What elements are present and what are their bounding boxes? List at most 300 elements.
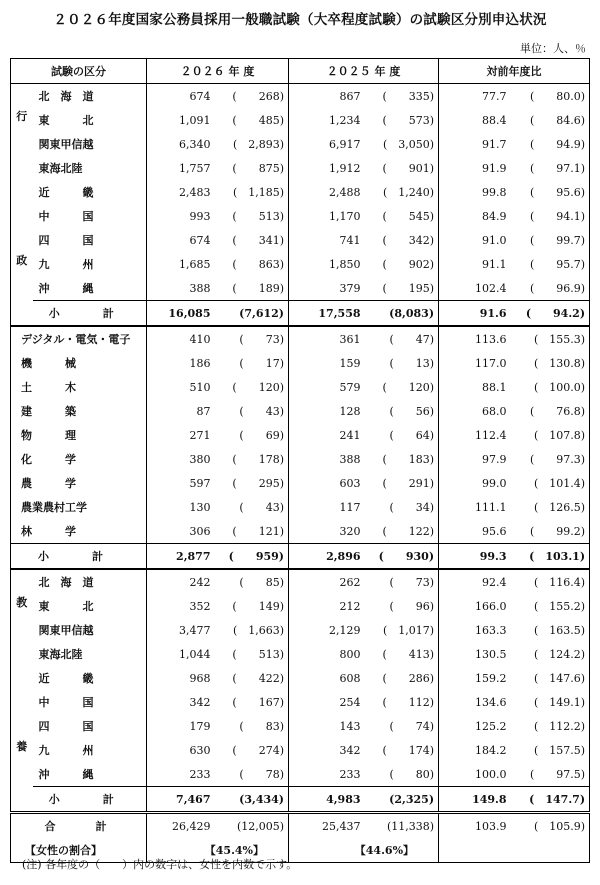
female-2026: ( 274): [217, 738, 289, 762]
group-label-cell: 教: [11, 594, 33, 618]
table-row: [11, 666, 590, 690]
female-ratio-label: 【女性の割合】: [11, 838, 147, 863]
row-label-text: 東 北: [38, 114, 94, 127]
value-2025: 800: [339, 647, 361, 661]
footnote: (注) 各年度の（ ）内の数字は、女性を内数で示す。: [22, 858, 298, 871]
value-2026: 1,757: [179, 161, 211, 175]
female-2025: ( 122): [367, 519, 439, 544]
subtotal-2026: 16,085: [147, 301, 217, 327]
ratio-value: 100.0: [475, 767, 507, 781]
female-2026: ( 189): [217, 276, 289, 301]
row-label-text: 物 理: [21, 429, 76, 442]
row-label: [33, 594, 147, 618]
ratio-female: ( 149.1): [513, 690, 590, 714]
table-row: [11, 84, 590, 109]
row-label: [33, 204, 147, 228]
value-2026: 306: [189, 524, 211, 538]
table-row: [11, 569, 590, 594]
group-label-cell: [11, 569, 33, 594]
row-label: [33, 666, 147, 690]
table-row: [11, 132, 590, 156]
value-2025: 212: [339, 599, 361, 613]
ratio-female: ( 97.3): [513, 447, 590, 471]
female-2026: ( 178): [217, 447, 289, 471]
subtotal-ratio: 91.6: [439, 301, 513, 327]
row-label: [33, 642, 147, 666]
row-label: [33, 180, 147, 204]
header-2026: ２０２６ 年 度: [147, 59, 289, 84]
group-label-cell: 養: [11, 738, 33, 762]
ratio-female: ( 80.0): [513, 84, 590, 109]
value-2026: 242: [189, 575, 211, 589]
total-2025: 25,437: [289, 813, 367, 839]
table-row: [11, 762, 590, 787]
value-2025: 117: [339, 500, 361, 514]
female-2025: ( 174): [367, 738, 439, 762]
female-2025: ( 545): [367, 204, 439, 228]
female-2025: ( 1,017): [367, 618, 439, 642]
unit-label: 単位：人、％: [520, 42, 586, 55]
header-ratio: 対前年度比: [439, 59, 590, 84]
row-label: [11, 423, 147, 447]
female-2025: ( 901): [367, 156, 439, 180]
group-label-cell: [11, 714, 33, 738]
female-2026: ( 875): [217, 156, 289, 180]
ratio-value: 112.4: [475, 428, 507, 442]
table-row: [11, 156, 590, 180]
value-2025: 159: [339, 356, 361, 370]
subtotal-female-2026: ( 959): [217, 544, 289, 570]
row-label: [33, 84, 147, 109]
row-label-text: 沖 縄: [38, 282, 94, 295]
row-label-text: 九 州: [38, 744, 94, 757]
table-row: [11, 495, 590, 519]
ratio-value: 92.4: [482, 575, 507, 589]
subtotal-female-2025: ( 930): [367, 544, 439, 570]
ratio-female: ( 96.9): [513, 276, 590, 301]
group-label-cell: [11, 666, 33, 690]
row-label-text: 沖 縄: [38, 768, 94, 781]
value-2026: 1,044: [179, 647, 211, 661]
total-ratio: 103.9: [439, 813, 513, 839]
female-2026: ( 43): [217, 495, 289, 519]
table-row: [11, 594, 590, 618]
table-row: [11, 519, 590, 544]
subtotal-ratio-female: ( 103.1): [513, 544, 590, 570]
subtotal-female-2026: (7,612): [217, 301, 289, 327]
female-ratio-empty: [439, 838, 590, 863]
female-2026: ( 513): [217, 204, 289, 228]
ratio-value: 88.4: [482, 113, 507, 127]
ratio-value: 159.2: [475, 671, 507, 685]
row-label: [11, 519, 147, 544]
value-2025: 379: [339, 281, 361, 295]
table-row: [11, 228, 590, 252]
group-label-cell: [11, 180, 33, 204]
row-label-text: 関東甲信越: [38, 624, 94, 637]
table-row: [11, 423, 590, 447]
value-2026: 993: [189, 209, 211, 223]
row-label-text: 関東甲信越: [38, 138, 94, 151]
ratio-female: ( 130.8): [513, 351, 590, 375]
ratio-value: 68.0: [482, 404, 507, 418]
row-label-text: 中 国: [38, 696, 94, 709]
ratio-female: ( 97.5): [513, 762, 590, 787]
value-2026: 597: [189, 476, 211, 490]
ratio-female: ( 155.3): [513, 326, 590, 351]
row-label-text: 四 国: [38, 720, 94, 733]
ratio-value: 125.2: [475, 719, 507, 733]
female-2026: ( 149): [217, 594, 289, 618]
value-2026: 510: [189, 380, 211, 394]
female-ratio-2025: 【44.6%】: [289, 838, 439, 863]
row-label-text: 東海北陸: [38, 162, 83, 175]
value-2026: 352: [189, 599, 211, 613]
ratio-female: ( 97.1): [513, 156, 590, 180]
subtotal-female-2026: (3,434): [217, 787, 289, 813]
row-label-text: 土 木: [21, 381, 76, 394]
value-2025: 1,912: [329, 161, 361, 175]
group-label-cell: [11, 156, 33, 180]
row-label-text: 北 海 道: [38, 576, 94, 589]
ratio-female: ( 94.1): [513, 204, 590, 228]
row-label: [33, 569, 147, 594]
subtotal-female-2025: (2,325): [367, 787, 439, 813]
table-row: [11, 471, 590, 495]
value-2026: 1,685: [179, 257, 211, 271]
female-2026: ( 69): [217, 423, 289, 447]
table-row: [11, 326, 590, 351]
subtotal-2025: 2,896: [289, 544, 367, 570]
female-2025: ( 34): [367, 495, 439, 519]
value-2025: 867: [339, 89, 361, 103]
ratio-female: ( 94.9): [513, 132, 590, 156]
group-label-cell: [11, 228, 33, 252]
subtotal-row: [11, 544, 590, 570]
ratio-value: 95.6: [482, 524, 507, 538]
row-label: [33, 618, 147, 642]
row-label-text: 機 械: [21, 357, 76, 370]
value-2025: 388: [339, 452, 361, 466]
value-2026: 6,340: [179, 137, 211, 151]
female-2026: ( 295): [217, 471, 289, 495]
subtotal-row: [11, 301, 590, 327]
group-label-cell: 行: [11, 108, 33, 132]
table-row: [11, 714, 590, 738]
value-2025: 128: [339, 404, 361, 418]
value-2026: 233: [189, 767, 211, 781]
subtotal-2026: 7,467: [147, 787, 217, 813]
application-table: [10, 58, 590, 863]
ratio-female: ( 76.8): [513, 399, 590, 423]
row-label-text: 林 学: [21, 525, 76, 538]
row-label-text: 近 畿: [38, 186, 94, 199]
table-row: [11, 180, 590, 204]
female-2026: ( 85): [217, 569, 289, 594]
value-2025: 262: [339, 575, 361, 589]
value-2026: 410: [189, 332, 211, 346]
value-2025: 1,170: [329, 209, 361, 223]
ratio-value: 77.7: [482, 89, 507, 103]
female-2025: ( 73): [367, 569, 439, 594]
ratio-female: ( 124.2): [513, 642, 590, 666]
ratio-value: 91.0: [482, 233, 507, 247]
female-2025: ( 902): [367, 252, 439, 276]
table-row: [11, 690, 590, 714]
ratio-value: 113.6: [475, 332, 507, 346]
female-2025: ( 183): [367, 447, 439, 471]
value-2025: 2,129: [329, 623, 361, 637]
value-2026: 674: [189, 89, 211, 103]
value-2025: 320: [339, 524, 361, 538]
group-label-cell: [11, 642, 33, 666]
row-label: [33, 252, 147, 276]
value-2026: 630: [189, 743, 211, 757]
ratio-value: 88.1: [482, 380, 507, 394]
ratio-female: ( 157.5): [513, 738, 590, 762]
ratio-female: ( 99.2): [513, 519, 590, 544]
female-2026: ( 78): [217, 762, 289, 787]
row-label: [33, 156, 147, 180]
female-2026: ( 83): [217, 714, 289, 738]
value-2026: 87: [196, 404, 211, 418]
female-2025: ( 80): [367, 762, 439, 787]
header-category: 試験の区分: [11, 59, 147, 84]
ratio-value: 91.9: [482, 161, 507, 175]
female-2025: ( 3,050): [367, 132, 439, 156]
table-row: [11, 738, 590, 762]
value-2026: 1,091: [179, 113, 211, 127]
ratio-value: 117.0: [475, 356, 507, 370]
ratio-value: 102.4: [475, 281, 507, 295]
value-2025: 608: [339, 671, 361, 685]
female-2025: ( 13): [367, 351, 439, 375]
female-2025: ( 74): [367, 714, 439, 738]
row-label: [33, 132, 147, 156]
page-title: ２０２６年度国家公務員採用一般職試験（大卒程度試験）の試験区分別申込状況: [53, 12, 547, 28]
female-2026: ( 17): [217, 351, 289, 375]
row-label-text: デジタル・電気・電子: [21, 333, 131, 346]
row-label-text: 農業農村工学: [21, 501, 87, 514]
female-2025: ( 291): [367, 471, 439, 495]
value-2026: 186: [189, 356, 211, 370]
total-female-2026: (12,005): [217, 813, 289, 839]
total-label: 合 計: [11, 813, 147, 839]
table-row: [11, 108, 590, 132]
female-2026: ( 1,185): [217, 180, 289, 204]
subtotal-ratio: 149.8: [439, 787, 513, 813]
ratio-female: ( 99.7): [513, 228, 590, 252]
row-label: [33, 228, 147, 252]
row-label-text: 建 築: [21, 405, 76, 418]
row-label: [11, 471, 147, 495]
subtotal-label: 小 計: [33, 301, 147, 327]
ratio-value: 134.6: [475, 695, 507, 709]
value-2026: 2,483: [179, 185, 211, 199]
ratio-value: 184.2: [475, 743, 507, 757]
value-2025: 241: [339, 428, 361, 442]
row-label: [11, 375, 147, 399]
female-2025: ( 1,240): [367, 180, 439, 204]
table-row: [11, 642, 590, 666]
row-label: [33, 276, 147, 301]
total-female-2025: (11,338): [367, 813, 439, 839]
ratio-female: ( 116.4): [513, 569, 590, 594]
value-2025: 1,850: [329, 257, 361, 271]
value-2025: 2,488: [329, 185, 361, 199]
subtotal-2025: 4,983: [289, 787, 367, 813]
row-label: [33, 714, 147, 738]
table-row: [11, 375, 590, 399]
row-label-text: 九 州: [38, 258, 94, 271]
row-label: [11, 399, 147, 423]
female-2025: ( 195): [367, 276, 439, 301]
ratio-value: 99.0: [482, 476, 507, 490]
value-2026: 380: [189, 452, 211, 466]
ratio-female: ( 95.6): [513, 180, 590, 204]
ratio-value: 130.5: [475, 647, 507, 661]
female-2026: ( 268): [217, 84, 289, 109]
female-2026: ( 43): [217, 399, 289, 423]
value-2025: 143: [339, 719, 361, 733]
total-row: [11, 813, 590, 839]
value-2026: 179: [189, 719, 211, 733]
ratio-value: 91.7: [482, 137, 507, 151]
total-ratio-female: ( 105.9): [513, 813, 590, 839]
subtotal-label: 小 計: [11, 544, 147, 570]
row-label-text: 東 北: [38, 600, 94, 613]
ratio-value: 97.9: [482, 452, 507, 466]
ratio-female: ( 147.6): [513, 666, 590, 690]
table-row: [11, 252, 590, 276]
female-2026: ( 1,663): [217, 618, 289, 642]
female-ratio-2026: 【45.4%】: [147, 838, 289, 863]
group-label-cell: 政: [11, 252, 33, 276]
table-row: [11, 618, 590, 642]
female-2026: ( 120): [217, 375, 289, 399]
subtotal-2026: 2,877: [147, 544, 217, 570]
group-label-cell: [11, 690, 33, 714]
ratio-value: 99.8: [482, 185, 507, 199]
value-2025: 579: [339, 380, 361, 394]
subtotal-label: 小 計: [33, 787, 147, 813]
female-2026: ( 2,893): [217, 132, 289, 156]
table-row: [11, 351, 590, 375]
table-row: [11, 447, 590, 471]
value-2025: 6,917: [329, 137, 361, 151]
subtotal-ratio: 99.3: [439, 544, 513, 570]
female-2025: ( 64): [367, 423, 439, 447]
table-row: [11, 204, 590, 228]
row-label-text: 化 学: [21, 453, 76, 466]
value-2026: 968: [189, 671, 211, 685]
subtotal-ratio-female: ( 147.7): [513, 787, 590, 813]
group-label-cell: [11, 762, 33, 787]
ratio-value: 111.1: [475, 500, 507, 514]
row-label-text: 四 国: [38, 234, 94, 247]
value-2026: 130: [189, 500, 211, 514]
value-2025: 603: [339, 476, 361, 490]
row-label: [33, 762, 147, 787]
row-label-text: 中 国: [38, 210, 94, 223]
header-2025: ２０２５ 年 度: [289, 59, 439, 84]
female-2026: ( 73): [217, 326, 289, 351]
ratio-value: 166.0: [475, 599, 507, 613]
row-label-text: 東海北陸: [38, 648, 83, 661]
value-2026: 674: [189, 233, 211, 247]
value-2025: 741: [339, 233, 361, 247]
subtotal-row: [11, 787, 590, 813]
female-2025: ( 47): [367, 326, 439, 351]
female-2025: ( 342): [367, 228, 439, 252]
value-2025: 254: [339, 695, 361, 709]
value-2025: 342: [339, 743, 361, 757]
female-2025: ( 573): [367, 108, 439, 132]
value-2026: 3,477: [179, 623, 211, 637]
group-label-cell: [11, 84, 33, 109]
row-label: [11, 351, 147, 375]
female-2025: ( 413): [367, 642, 439, 666]
ratio-female: ( 163.5): [513, 618, 590, 642]
ratio-value: 163.3: [475, 623, 507, 637]
female-2025: ( 112): [367, 690, 439, 714]
ratio-female: ( 155.2): [513, 594, 590, 618]
ratio-female: ( 126.5): [513, 495, 590, 519]
row-label: [11, 495, 147, 519]
group-label-cell: [11, 132, 33, 156]
row-label: [11, 447, 147, 471]
header-row: [11, 59, 590, 84]
female-2025: ( 96): [367, 594, 439, 618]
group-label-cell: [11, 618, 33, 642]
subtotal-ratio-female: ( 94.2): [513, 301, 590, 327]
female-2026: ( 485): [217, 108, 289, 132]
female-2025: ( 335): [367, 84, 439, 109]
row-label-text: 北 海 道: [38, 90, 94, 103]
value-2026: 342: [189, 695, 211, 709]
group-label-cell: [11, 204, 33, 228]
female-2025: ( 56): [367, 399, 439, 423]
female-2026: ( 863): [217, 252, 289, 276]
value-2025: 361: [339, 332, 361, 346]
female-2025: ( 286): [367, 666, 439, 690]
value-2026: 388: [189, 281, 211, 295]
value-2025: 233: [339, 767, 361, 781]
ratio-female: ( 100.0): [513, 375, 590, 399]
group-label-cell: [11, 301, 33, 327]
ratio-female: ( 101.4): [513, 471, 590, 495]
female-2026: ( 341): [217, 228, 289, 252]
ratio-value: 91.1: [482, 257, 507, 271]
total-2026: 26,429: [147, 813, 217, 839]
table-row: [11, 399, 590, 423]
row-label: [33, 690, 147, 714]
row-label-text: 近 畿: [38, 672, 94, 685]
group-label-cell: [11, 276, 33, 301]
female-2025: ( 120): [367, 375, 439, 399]
ratio-female: ( 84.6): [513, 108, 590, 132]
row-label: [33, 738, 147, 762]
female-2026: ( 513): [217, 642, 289, 666]
value-2025: 1,234: [329, 113, 361, 127]
row-label: [11, 326, 147, 351]
female-2026: ( 121): [217, 519, 289, 544]
ratio-value: 84.9: [482, 209, 507, 223]
ratio-female: ( 95.7): [513, 252, 590, 276]
table-row: [11, 276, 590, 301]
value-2026: 271: [189, 428, 211, 442]
subtotal-2025: 17,558: [289, 301, 367, 327]
